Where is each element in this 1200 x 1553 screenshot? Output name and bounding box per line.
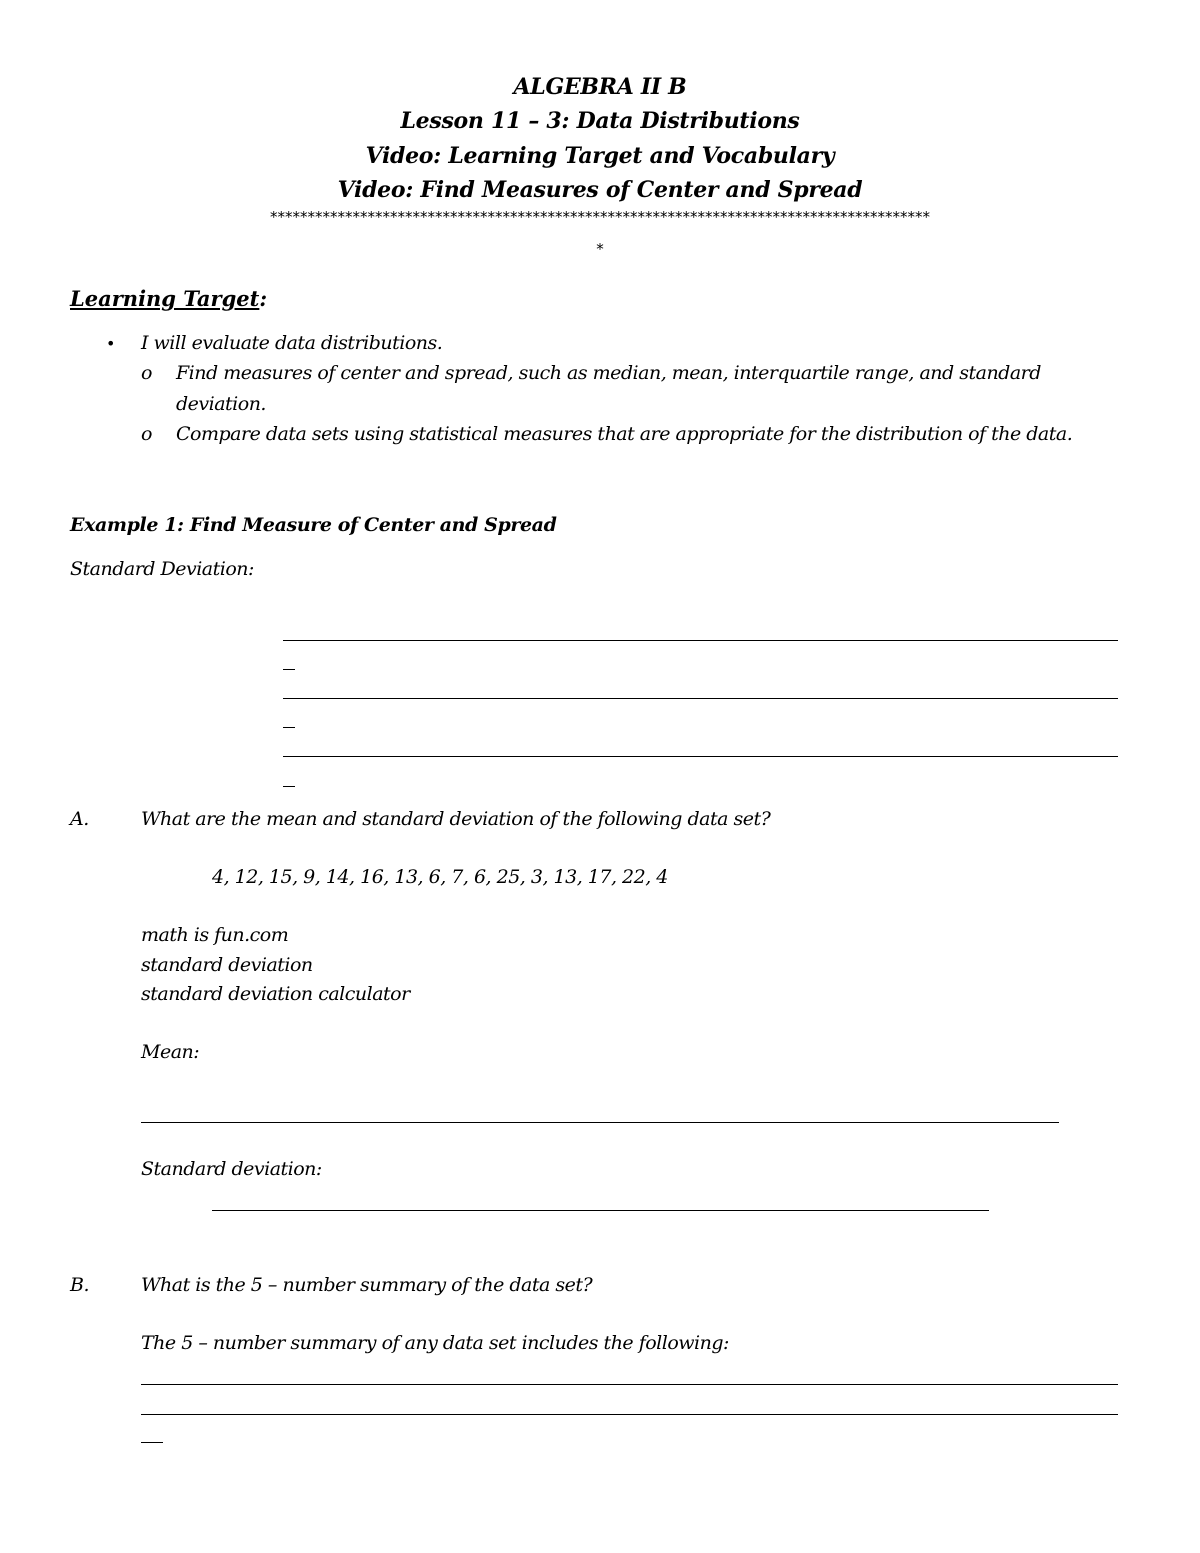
part-b-letter: B. [70, 1274, 90, 1296]
mean-label: Mean: [141, 1041, 200, 1063]
learning-target-colon: : [259, 286, 268, 311]
answer-line-1[interactable] [283, 640, 1118, 641]
separator-star-tail: * [596, 240, 604, 258]
learning-target-sub1-line2: deviation. [176, 393, 266, 415]
std-dev-answer-line[interactable] [212, 1210, 989, 1211]
summary-answer-line-2[interactable] [141, 1414, 1118, 1415]
learning-target-heading [70, 286, 267, 311]
sub-marker-2: o [141, 423, 152, 445]
title-lesson: Lesson 11 – 3: Data Distributions [400, 108, 800, 134]
answer-line-3-tail [283, 786, 295, 787]
separator-stars: **************************************************************************************** [270, 208, 930, 226]
bullet-icon: • [106, 334, 116, 353]
learning-target-heading-text: Learning Target [70, 286, 260, 311]
part-a-letter: A. [70, 808, 89, 830]
learning-target-sub2: Compare data sets using statistical measures that are appropriate for the distribution of the data. [176, 423, 1073, 445]
std-dev-label: Standard Deviation: [70, 558, 254, 580]
summary-answer-line-tail [141, 1442, 163, 1443]
link-std-calculator[interactable]: standard deviation calculator [141, 983, 410, 1005]
title-course: ALGEBRA II B [513, 74, 687, 100]
mean-answer-line[interactable] [141, 1122, 1059, 1123]
part-b-note: The 5 – number summary of any data set includes the following: [141, 1332, 729, 1354]
example1-heading: Example 1: Find Measure of Center and Spread [70, 514, 557, 536]
learning-target-bullet: I will evaluate data distributions. [141, 332, 443, 354]
title-video-1: Video: Learning Target and Vocabulary [365, 143, 835, 169]
part-a-data-set: 4, 12, 15, 9, 14, 16, 13, 6, 7, 6, 25, 3, 13, 17, 22, 4 [212, 866, 668, 888]
answer-line-1-tail [283, 669, 295, 670]
title-video-2: Video: Find Measures of Center and Spread [337, 177, 863, 203]
answer-line-3[interactable] [283, 756, 1118, 757]
summary-answer-line-1[interactable] [141, 1384, 1118, 1385]
part-b-question: What is the 5 – number summary of the data set? [141, 1274, 593, 1296]
std-dev-answer-label: Standard deviation: [141, 1158, 322, 1180]
answer-line-2[interactable] [283, 698, 1118, 699]
link-standard-deviation[interactable]: standard deviation [141, 954, 313, 976]
part-a-question: What are the mean and standard deviation of the following data set? [141, 808, 771, 830]
learning-target-sub1-line1: Find measures of center and spread, such as median, mean, interquartile range, and standard [176, 362, 1041, 384]
link-math-is-fun[interactable]: math is fun.com [141, 924, 289, 946]
answer-line-2-tail [283, 727, 295, 728]
sub-marker-1: o [141, 362, 152, 384]
